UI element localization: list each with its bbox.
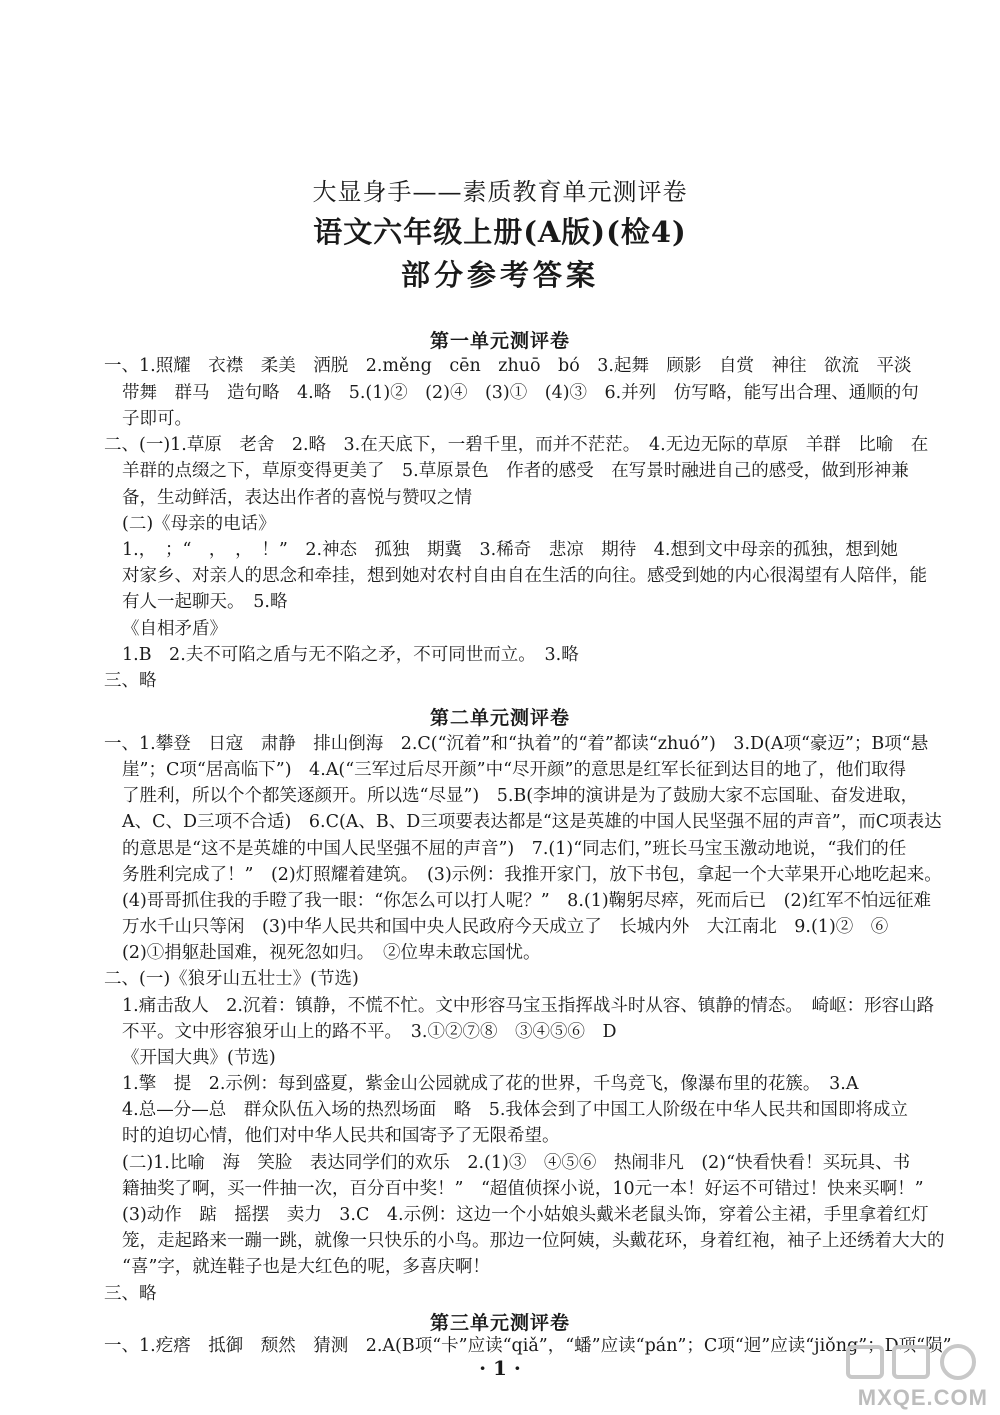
answer-line: 三、略 [104,671,157,691]
answer-line: 1.B 2.夫不可陷之盾与无不陷之矛，不可同世而立。 3.略 [122,645,579,665]
answer-line: (二)《母亲的电话》 [122,514,276,534]
answer-line: 二、(一)1.草原 老舍 2.略 3.在天底下，一碧千里，而并不茫茫。 4.无边无际的草原 羊群 比喻 在 [104,435,929,455]
answer-line: 一、1.疙瘩 抵御 颓然 猜测 2.A(B项“卡”应读“qiǎ”，“蟠”应读“pán”；C项“迥”应读“jiǒng”；D项“陨” [104,1336,952,1356]
answer-line: 子即可。 [122,409,192,429]
answer-line: 有人一起聊天。 5.略 [122,592,288,612]
answer-line: 三、略 [104,1284,157,1304]
answer-line: 万水千山只等闲 (3)中华人民共和国中央人民政府今天成立了 长城内外 大江南北 9.(1)② ⑥ [122,917,889,937]
answers-heading: 部分参考答案 [400,258,599,292]
answer-line: 4.总—分—总 群众队伍入场的热烈场面 略 5.我体会到了中国工人阶级在中华人民共和国即将成立 [122,1100,908,1120]
watermark-text: MXQE.COM [857,1385,988,1410]
answer-line: 《开国大典》(节选) [122,1048,276,1068]
answer-line: A、C、D三项不合适) 6.C(A、B、D三项要表达都是“这是英雄的中国人民坚强不屈的声音”，而C项表达 [122,812,942,832]
answer-line: 不平。文中形容狼牙山上的路不平。 3.①②⑦⑧ ③④⑤⑥ D [122,1022,617,1042]
unit-2-title: 第二单元测评卷 [429,707,570,729]
answer-line: 的意思是“这不是英雄的中国人民坚强不屈的声音”) 7.(1)“同志们，”班长马宝玉激动地说，“我们的任 [122,839,907,859]
unit-3-title: 第三单元测评卷 [429,1312,570,1334]
answer-line: 笼，走起路来一蹦一跳，就像一只快乐的小鸟。那边一位阿姨，头戴花环，身着红袍，袖子上还绣着大大的 [122,1231,945,1251]
answer-line: 了胜利，所以个个都笑逐颜开。所以选“尽显”) 5.B(李坤的演讲是为了鼓励大家不忘国耻、奋发进取， [122,786,919,806]
answer-line: 崖”；C项“居高临下”) 4.A(“三军过后尽开颜”中“尽开颜”的意思是红军长征到达目的地了，他们取得 [122,760,907,780]
answer-line: 《自相矛盾》 [122,619,227,639]
answer-line: 备，生动鲜活，表达出作者的喜悦与赞叹之情 [122,488,472,508]
answer-line: (二)1.比喻 海 笑脸 表达同学们的欢乐 2.(1)③ ④⑤⑥ 热闹非凡 (2)“快看快看！买玩具、书 [122,1153,911,1173]
answer-line: 时的迫切心情，他们对中华人民共和国寄予了无限希望。 [122,1126,560,1146]
series-subtitle: 大显身手——素质教育单元测评卷 [312,178,688,206]
answer-line: 一、1.照耀 衣襟 柔美 洒脱 2.měng cēn zhuō bó 3.起舞 顾影 自赏 神往 欲流 平淡 [104,356,912,376]
answer-line: “喜”字，就连鞋子也是大红色的呢，多喜庆啊！ [122,1257,490,1277]
book-title: 语文六年级上册(A版)(检4) [313,215,687,249]
answer-line: (3)动作 踮 摇摆 卖力 3.C 4.示例：这边一个小姑娘头戴米老鼠头饰，穿着公主裙，手里拿着红灯 [122,1205,929,1225]
answer-line: 1.， ；“ ， ， ！” 2.神态 孤独 期冀 3.稀奇 悲凉 期待 4.想到文中母亲的孤独，想到她 [122,540,898,560]
answer-line: (2)①捐躯赴国难，视死忽如归。 ②位卑未敢忘国忧。 [122,943,541,963]
answer-line: 1.擎 提 2.示例：每到盛夏，紫金山公园就成了花的世界，千鸟竞飞，像瀑布里的花簇。 3.A [122,1074,859,1094]
answer-line: 籍抽奖了啊，买一件抽一次，百分百中奖！” “超值侦探小说，10元一本！好运不可错过！快来买啊！” [122,1179,924,1199]
page-number: · 1 · [479,1356,521,1380]
unit-1-title: 第一单元测评卷 [429,330,570,352]
answer-line: (4)哥哥抓住我的手瞪了我一眼：“你怎么可以打人呢？” 8.(1)鞠躬尽瘁，死而后已 (2)红军不怕远征难 [122,891,931,911]
answer-line: 带舞 群马 造句略 4.略 5.(1)② (2)④ (3)① (4)③ 6.并列 仿写略，能写出合理、通顺的句 [122,383,919,403]
answer-line: 二、(一)《狼牙山五壮士》(节选) [104,969,359,989]
answer-line: 务胜利完成了！” (2)灯照耀着建筑。 (3)示例：我推开家门，放下书包，拿起一个大苹果开心地吃起来。 [122,865,942,885]
answer-line: 对家乡、对亲人的思念和牵挂，想到她对农村自由自在生活的向往。感受到她的内心很渴望有人陪伴，能 [122,566,927,586]
answer-line: 1.痛击敌人 2.沉着：镇静，不慌不忙。文中形容马宝玉指挥战斗时从容、镇静的情态。 崎岖：形容山路 [122,996,935,1016]
answer-line: 一、1.攀登 日寇 肃静 排山倒海 2.C(“沉着”和“执着”的“着”都读“zhuó”) 3.D(A项“豪迈”；B项“悬 [104,734,929,754]
answer-line: 羊群的点缀之下，草原变得更美了 5.草原景色 作者的感受 在写景时融进自己的感受，做到形神兼 [122,461,909,481]
